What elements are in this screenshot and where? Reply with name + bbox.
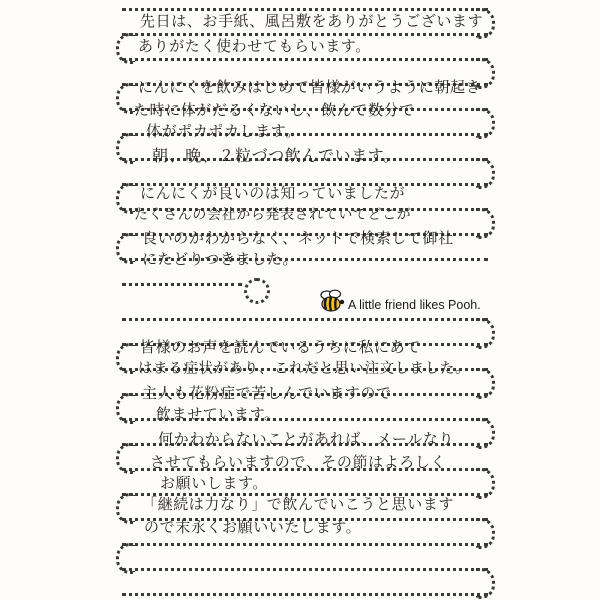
letter-line: はまる症状があり、これだと思い注文しました。 bbox=[138, 361, 471, 377]
guide-loop bbox=[476, 368, 495, 399]
guide-line bbox=[122, 593, 488, 596]
guide-loop bbox=[116, 493, 135, 524]
letter-line: ので末永くお願いいたします。 bbox=[144, 518, 362, 536]
guide-line bbox=[122, 58, 488, 61]
guide-loop bbox=[244, 278, 270, 304]
stationery-caption: A little friend likes Pooh. bbox=[348, 298, 481, 312]
guide-line bbox=[122, 8, 488, 11]
letter-line: にたどりつきました。 bbox=[142, 250, 299, 268]
guide-loop bbox=[116, 543, 135, 574]
letter-line: た時に体がだるくないし、飲んで数分で bbox=[134, 101, 415, 119]
guide-line bbox=[122, 318, 488, 321]
guide-loop bbox=[116, 443, 135, 474]
letter-line: たくさんの会社から発表されていてどこが bbox=[134, 207, 412, 223]
guide-line bbox=[122, 568, 488, 571]
letter-line: 「継続は力なり」で飲んでいこうと思います bbox=[142, 495, 455, 513]
letter-line: ありがたく使わせてもらいます。 bbox=[138, 37, 371, 55]
letter-line: お願いします。 bbox=[160, 474, 269, 492]
letter-line: 体がポカポカします。 bbox=[146, 122, 301, 140]
letter-line: にんにくが良いのは知っていましたが bbox=[140, 184, 406, 202]
letter-line: 何かわからないことがあれば、メールなり bbox=[158, 430, 455, 448]
guide-loop bbox=[476, 568, 495, 599]
letter-line: 皆様のお声を読んでいるうちに私にあて bbox=[140, 338, 421, 356]
guide-loop bbox=[116, 33, 135, 64]
guide-line bbox=[122, 543, 488, 546]
guide-line bbox=[122, 33, 488, 36]
guide-loop bbox=[116, 133, 135, 164]
guide-loop bbox=[476, 318, 495, 349]
letter-line: 朝、晩、２粒づつ飲んでいます。 bbox=[152, 146, 400, 165]
letter-line: させてもらいますので、その節はよろしく bbox=[150, 453, 447, 471]
guide-loop bbox=[476, 158, 495, 189]
letter-line: にんにくを飲みはじめて皆様がいうように朝起き bbox=[138, 78, 482, 96]
letter-line: 先日は、お手紙、風呂敷をありがとうございます bbox=[140, 12, 484, 30]
letter-line: 良いのかわからなく、ネットで検索して御社 bbox=[142, 229, 454, 247]
guide-line bbox=[122, 283, 242, 286]
guide-loop bbox=[116, 83, 135, 114]
guide-loop bbox=[116, 393, 135, 424]
guide-loop bbox=[476, 518, 495, 549]
guide-loop bbox=[476, 468, 495, 499]
bee-icon bbox=[318, 289, 346, 313]
letter-line: 飲ませています。 bbox=[156, 405, 280, 423]
guide-loop bbox=[476, 108, 495, 139]
letter-line: 主人も花粉症で苦しんでいますので bbox=[142, 384, 392, 402]
guide-loop bbox=[116, 343, 135, 374]
guide-loop bbox=[116, 183, 135, 214]
guide-loop bbox=[476, 208, 495, 239]
guide-loop bbox=[116, 233, 135, 264]
guide-loop bbox=[476, 418, 495, 449]
